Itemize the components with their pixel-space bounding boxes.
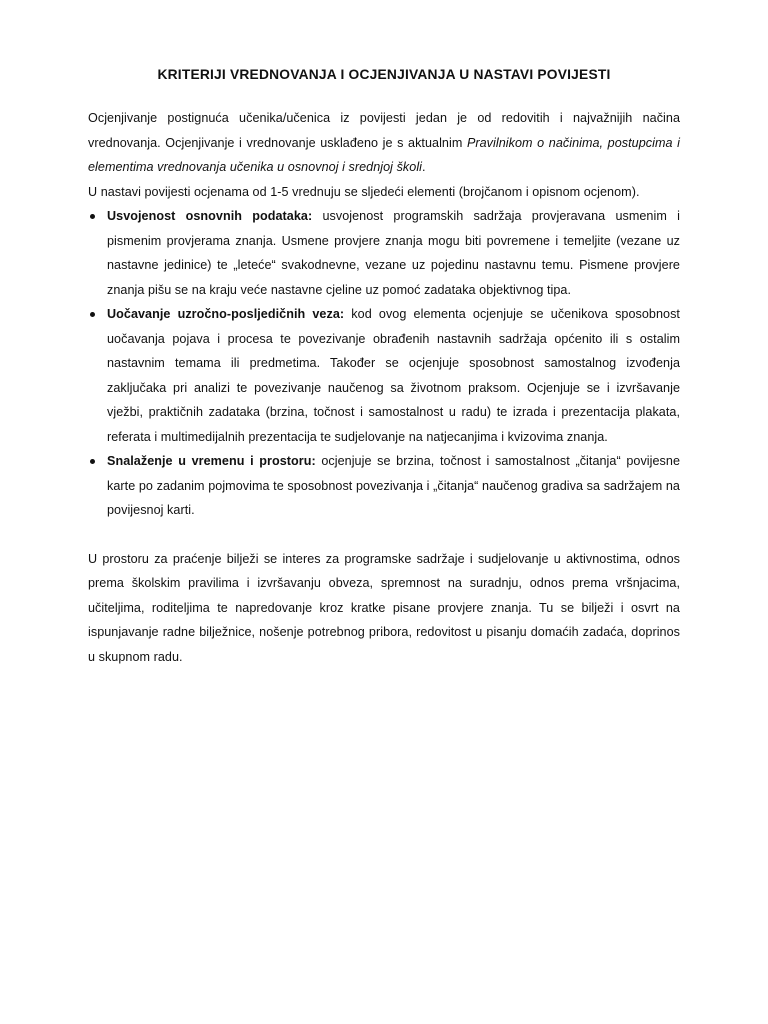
bullet-icon <box>90 312 95 317</box>
bullet-icon <box>90 214 95 219</box>
criteria-term: Snalaženje u vremenu i prostoru: <box>107 454 316 468</box>
intro-text: Ocjenjivanje postignuća učenika/učenica iz povijesti jedan je od redovitih i najvažnijih načina vrednovanja. Ocjenjivanje i vrednovanje usklađeno je s aktualnim <box>88 111 680 150</box>
bullet-icon <box>90 459 95 464</box>
criteria-text: kod ovog elementa ocjenjuje se učenikova sposobnost uočavanja pojava i procesa te povezivanje obrađenih nastavnih sadržaja općenito ili s ostalim nastavnim temama ili predmetima. Također se ocjenjuje sposobnost samostalnog izvođenja zaključaka pri analizi te povezivanje naučenog sa životnom praksom. Ocjenjuje se i izvršavanje vježbi, praktičnih zadataka (brzina, točnost i samostalnost u radu) te izrada i prezentacija plakata, referata i multimedijalnih prezentacija te sudjelovanje na natjecanjima i kvizovima znanja. <box>107 307 680 444</box>
criteria-text: ocjenjuje se brzina, točnost i samostalnost „čitanja“ povijesne karte po zadanim pojmovima te sposobnost povezivanja i „čitanja“ naučenog gradiva sa sadržajem na povijesnoj karti. <box>107 454 680 517</box>
regulation-title: Pravilnikom o načinima, postupcima i elementima vrednovanja učenika u osnovnoj i srednjoj školi <box>88 135 680 174</box>
criteria-item <box>88 449 680 523</box>
criteria-term: Usvojenost osnovnih podataka: <box>107 209 313 223</box>
document-title: KRITERIJI VREDNOVANJA I OCJENJIVANJA U NASTAVI POVIJESTI <box>157 67 611 82</box>
criteria-item <box>88 204 680 302</box>
criteria-item <box>88 302 680 449</box>
criteria-list <box>88 204 680 523</box>
elements-intro: U nastavi povijesti ocjenama od 1-5 vrednuju se sljedeći elementi (brojčanom i opisnom ocjenom). <box>88 184 640 199</box>
intro-end: . <box>422 160 426 174</box>
closing-paragraph: U prostoru za praćenje bilježi se interes za programske sadržaje i sudjelovanje u aktivnostima, odnos prema školskim pravilima i izvršavanju obveza, spremnost na suradnju, odnos prema vršnjacima, učiteljima, roditeljima te napredovanje kroz kratke pisane provjere znanja. Tu se bilježi i osvrt na ispunjavanje radne bilježnice, nošenje potrebnog pribora, redovitost u pisanju domaćih zadaća, doprinos u skupnom radu. <box>88 551 680 664</box>
criteria-text: usvojenost programskih sadržaja provjeravana usmenim i pismenim provjerama znanja. Usmene provjere znanja mogu biti povremene i temeljite (vezane uz nastavne jedinice) te „leteće“ svakodnevne, vezane uz pojedinu nastavnu temu. Pismene provjere znanja pišu se na kraju veće nastavne cjeline uz pomoć zadataka objektivnog tipa. <box>107 209 680 297</box>
intro-paragraph <box>88 106 680 180</box>
criteria-term: Uočavanje uzročno-posljedičnih veza: <box>107 307 345 321</box>
